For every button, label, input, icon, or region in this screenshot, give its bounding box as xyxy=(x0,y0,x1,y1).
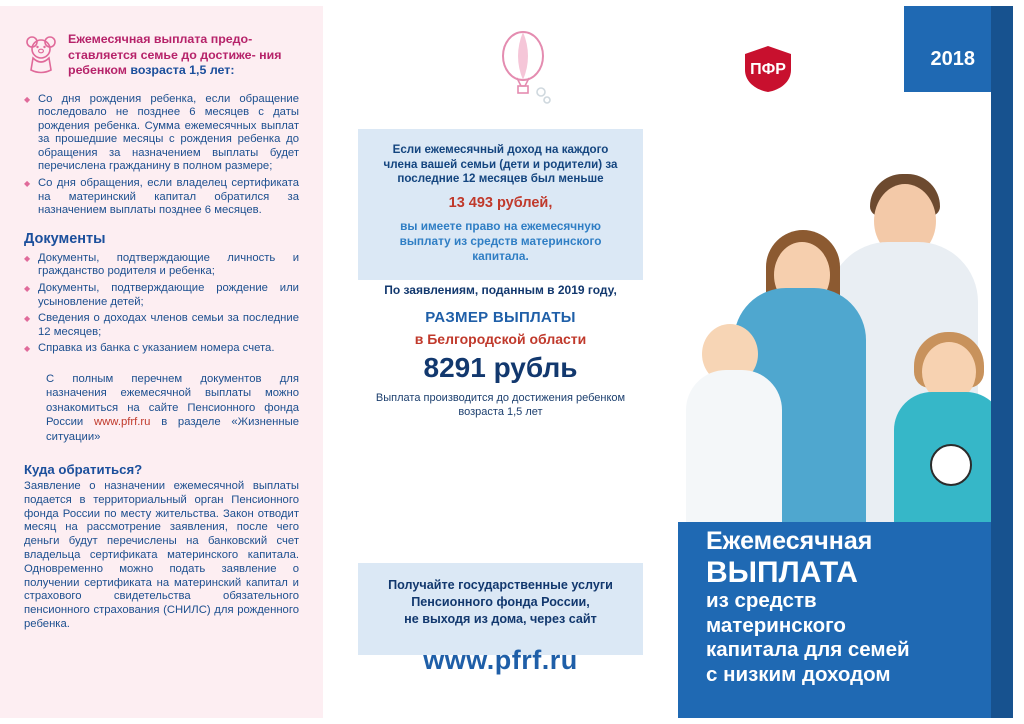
services-line-3: не выходя из дома, через сайт xyxy=(404,612,597,626)
note-text-before: С полным перечнем документов для назначения ежемесячной выплаты можно ознакомиться на сайте Пенсионного фонда России xyxy=(46,373,299,429)
income-threshold: 13 493 рублей, xyxy=(448,194,553,211)
documents-list xyxy=(24,252,299,356)
payment-amount: 8291 рубль xyxy=(423,352,578,383)
intro-block xyxy=(24,32,299,79)
cover-side-strip xyxy=(991,6,1013,718)
where-text: Заявление о назначении ежемесячной выплаты подается в территориальный орган Пенсионного фонда России по месту жительства. Закон отводит месяц на рассмотрение заявления, после чего деньги будут перечислены на банковский счет владельца сертификата материнского капитала. Одновременно можно подать заявление о получении сертификата на материнский капитал и страхового свидетельства обязательного пенсионного страхования (СНИЛС) для рожденного ребенка. xyxy=(24,480,299,630)
intro-line-highlight: возраста 1,5 лет: xyxy=(130,63,235,77)
list-item: ◆ Сведения о доходах членов семьи за последние 12 месяцев; xyxy=(24,312,299,339)
title-line-1: Ежемесячная xyxy=(706,527,873,555)
svg-text:ПФР: ПФР xyxy=(750,61,786,78)
list-item: ◆ Со дня обращения, если владелец сертификата на материнский капитал обратился за назначением выплаты позднее 6 месяцев. xyxy=(24,177,299,218)
pfrf-link[interactable]: www.pfrf.ru xyxy=(93,416,151,429)
full-list-note xyxy=(24,372,299,444)
pfr-emblem-icon xyxy=(741,44,795,94)
list-item: ◆ Со дня рождения ребенка, если обращение последовало не позднее 6 месяцев с даты рождения ребенка. Сумма ежемесячных выплат за прошедшие месяцы с рождения ребенка до обращения за назначением выплаты будет перечислена гражданину в полном размере; xyxy=(24,93,299,175)
teddy-bear-icon xyxy=(24,34,60,74)
intro-line-1: Ежемесячная выплата предо- xyxy=(68,32,253,46)
website-url[interactable]: www.pfrf.ru xyxy=(423,645,578,675)
payment-block xyxy=(358,283,643,419)
title-line-3: из средств xyxy=(706,589,817,612)
title-line-2: ВЫПЛАТА xyxy=(706,556,858,589)
title-line-6: с низким доходом xyxy=(706,662,891,686)
region-label: в Белгородской области xyxy=(414,331,587,347)
intro-line-3: ния ребенком xyxy=(68,47,282,77)
documents-heading: Документы xyxy=(24,230,106,247)
note-text-after: в разделе «Жизненные ситуации» xyxy=(46,416,299,443)
payment-footnote: Выплата производится до достижения ребенком возраста 1,5 лет xyxy=(375,392,626,418)
year-label: 2018 xyxy=(930,48,975,70)
condition-text: Если ежемесячный доход на каждого члена вашей семьи (дети и родители) за последние 12 месяцев был меньше xyxy=(383,143,618,185)
applications-note: По заявлениям, поданным в 2019 году, xyxy=(384,283,617,297)
conditions-list xyxy=(24,93,299,218)
family-photo xyxy=(678,92,991,522)
condition-result: вы имеете право на ежемесячную выплату из средств материнского капитала. xyxy=(399,218,602,263)
left-panel xyxy=(0,6,323,718)
list-item: ◆ Документы, подтверждающие рождение или усыновление детей; xyxy=(24,282,299,309)
services-line-2: Пенсионного фонда России, xyxy=(411,595,590,609)
where-heading: Куда обратиться? xyxy=(24,462,143,478)
intro-line-2: ставляется семье до достиже- xyxy=(68,47,256,62)
list-item: ◆ Документы, подтверждающие личность и гражданство родителя и ребенка; xyxy=(24,252,299,279)
services-line-1: Получайте государственные услуги xyxy=(388,578,613,592)
title-line-5: капитала для семей xyxy=(706,638,910,661)
right-cover-panel xyxy=(678,6,1013,718)
payment-label: РАЗМЕР ВЫПЛАТЫ xyxy=(425,309,576,326)
hot-air-balloon-icon xyxy=(497,30,557,108)
list-item: ◆ Справка из банка с указанием номера счета. xyxy=(24,342,299,356)
income-condition-box xyxy=(358,129,643,280)
cover-title xyxy=(706,526,982,687)
title-line-4: материнского xyxy=(706,613,846,637)
services-box xyxy=(358,563,643,655)
